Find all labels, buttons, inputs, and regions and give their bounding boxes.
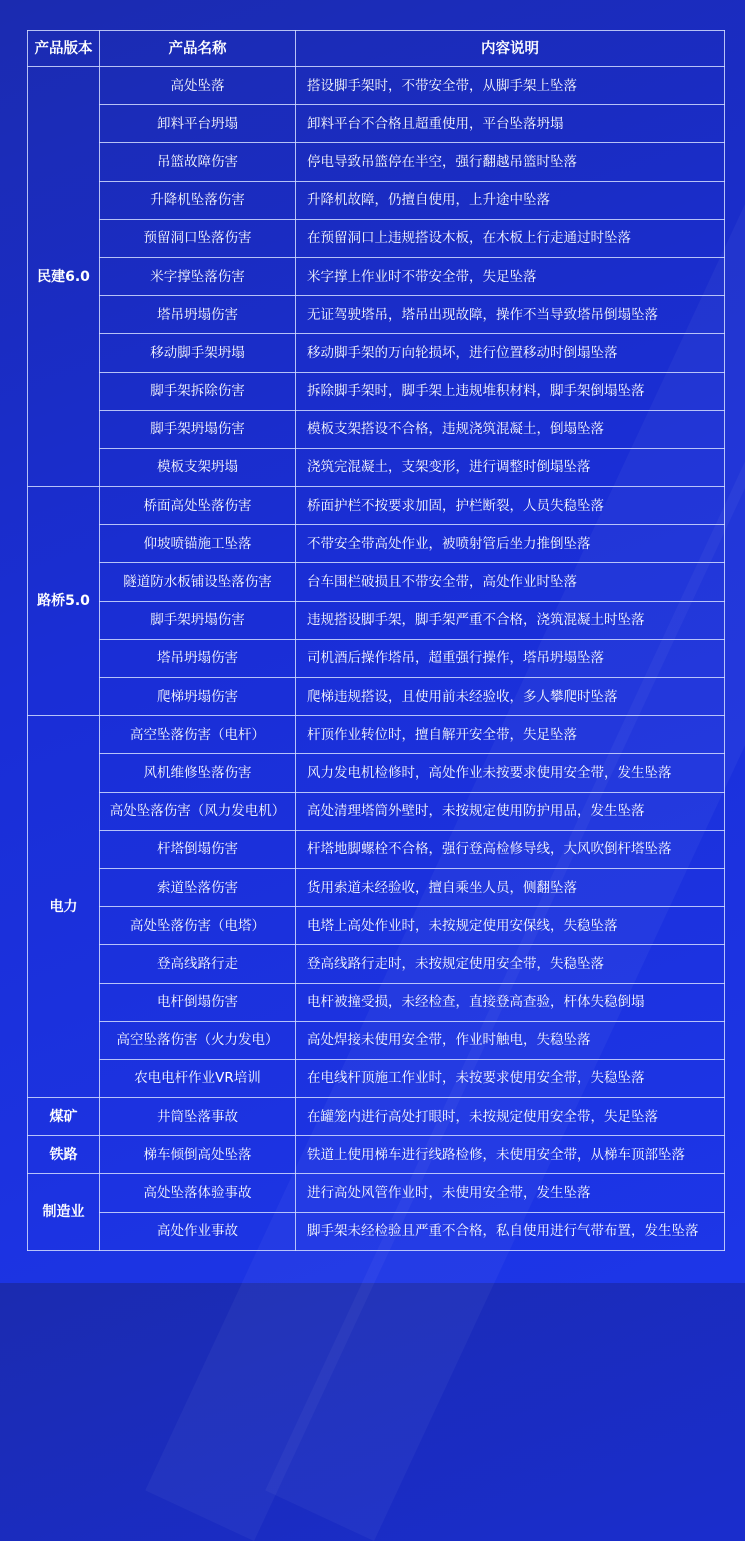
- table-row: [28, 868, 725, 906]
- product-name-cell: 风机维修坠落伤害: [100, 754, 296, 792]
- product-name-cell: 索道坠落伤害: [100, 868, 296, 906]
- product-name-cell: 爬梯坍塌伤害: [100, 678, 296, 716]
- description-cell: 搭设脚手架时，不带安全带，从脚手架上坠落: [296, 67, 725, 105]
- table-header-row: [28, 31, 725, 67]
- table-row: [28, 830, 725, 868]
- product-name-cell: 高处坠落伤害（电塔）: [100, 907, 296, 945]
- description-cell: 不带安全带高处作业，被喷射管后坐力推倒坠落: [296, 525, 725, 563]
- table-row: [28, 410, 725, 448]
- table-row: [28, 257, 725, 295]
- header-version: 产品版本: [28, 31, 100, 67]
- table-row: [28, 1098, 725, 1136]
- table-row: [28, 639, 725, 677]
- product-name-cell: 高处坠落: [100, 67, 296, 105]
- description-cell: 桥面护栏不按要求加固，护栏断裂，人员失稳坠落: [296, 487, 725, 525]
- table-row: [28, 1174, 725, 1212]
- table-row: [28, 601, 725, 639]
- product-name-cell: 升降机坠落伤害: [100, 181, 296, 219]
- table-row: [28, 1136, 725, 1174]
- description-cell: 浇筑完混凝土，支架变形，进行调整时倒塌坠落: [296, 448, 725, 486]
- product-name-cell: 高处作业事故: [100, 1212, 296, 1250]
- product-name-cell: 脚手架拆除伤害: [100, 372, 296, 410]
- table-row: [28, 334, 725, 372]
- product-name-cell: 模板支架坍塌: [100, 448, 296, 486]
- description-cell: 高处清理塔筒外壁时，未按规定使用防护用品，发生坠落: [296, 792, 725, 830]
- description-cell: 模板支架搭设不合格，违规浇筑混凝土，倒塌坠落: [296, 410, 725, 448]
- product-name-cell: 移动脚手架坍塌: [100, 334, 296, 372]
- table-row: [28, 792, 725, 830]
- table-row: [28, 105, 725, 143]
- description-cell: 货用索道未经验收，擅自乘坐人员，侧翻坠落: [296, 868, 725, 906]
- table-row: [28, 181, 725, 219]
- table-row: [28, 716, 725, 754]
- description-cell: 在电线杆顶施工作业时，未按要求使用安全带，失稳坠落: [296, 1059, 725, 1097]
- description-cell: 电塔上高处作业时，未按规定使用安保线，失稳坠落: [296, 907, 725, 945]
- description-cell: 卸料平台不合格且超重使用，平台坠落坍塌: [296, 105, 725, 143]
- table-row: [28, 487, 725, 525]
- table-row: [28, 448, 725, 486]
- description-cell: 杆塔地脚螺栓不合格，强行登高检修导线，大风吹倒杆塔坠落: [296, 830, 725, 868]
- product-name-cell: 仰坡喷锚施工坠落: [100, 525, 296, 563]
- table-row: [28, 1059, 725, 1097]
- description-cell: 进行高处风管作业时，未使用安全带，发生坠落: [296, 1174, 725, 1212]
- table-row: [28, 219, 725, 257]
- table-row: [28, 143, 725, 181]
- table-row: [28, 296, 725, 334]
- description-cell: 在预留洞口上违规搭设木板，在木板上行走通过时坠落: [296, 219, 725, 257]
- table-row: [28, 372, 725, 410]
- table-row: [28, 983, 725, 1021]
- product-name-cell: 登高线路行走: [100, 945, 296, 983]
- description-cell: 铁道上使用梯车进行线路检修，未使用安全带，从梯车顶部坠落: [296, 1136, 725, 1174]
- description-cell: 在罐笼内进行高处打眼时，未按规定使用安全带，失足坠落: [296, 1098, 725, 1136]
- product-version-cell: 路桥5.0: [28, 487, 100, 716]
- product-name-cell: 高空坠落伤害（火力发电）: [100, 1021, 296, 1059]
- description-cell: 台车围栏破损且不带安全带，高处作业时坠落: [296, 563, 725, 601]
- table-row: [28, 1021, 725, 1059]
- description-cell: 高处焊接未使用安全带，作业时触电，失稳坠落: [296, 1021, 725, 1059]
- table-body: [28, 67, 725, 1251]
- product-version-cell: 电力: [28, 716, 100, 1098]
- description-cell: 脚手架未经检验且严重不合格，私自使用进行气带布置，发生坠落: [296, 1212, 725, 1250]
- product-version-cell: 民建6.0: [28, 67, 100, 487]
- header-product-name: 产品名称: [100, 31, 296, 67]
- description-cell: 移动脚手架的万向轮损坏，进行位置移动时倒塌坠落: [296, 334, 725, 372]
- table-row: [28, 678, 725, 716]
- description-cell: 停电导致吊篮停在半空，强行翻越吊篮时坠落: [296, 143, 725, 181]
- description-cell: 违规搭设脚手架，脚手架严重不合格，浇筑混凝土时坠落: [296, 601, 725, 639]
- description-cell: 风力发电机检修时，高处作业未按要求使用安全带，发生坠落: [296, 754, 725, 792]
- table-row: [28, 907, 725, 945]
- product-name-cell: 杆塔倒塌伤害: [100, 830, 296, 868]
- product-version-cell: 铁路: [28, 1136, 100, 1174]
- product-version-cell: 制造业: [28, 1174, 100, 1250]
- description-cell: 登高线路行走时，未按规定使用安全带，失稳坠落: [296, 945, 725, 983]
- product-name-cell: 井筒坠落事故: [100, 1098, 296, 1136]
- product-name-cell: 脚手架坍塌伤害: [100, 410, 296, 448]
- description-cell: 无证驾驶塔吊，塔吊出现故障，操作不当导致塔吊倒塌坠落: [296, 296, 725, 334]
- table-row: [28, 525, 725, 563]
- product-name-cell: 米字撑坠落伤害: [100, 257, 296, 295]
- product-name-cell: 吊篮故障伤害: [100, 143, 296, 181]
- product-name-cell: 卸料平台坍塌: [100, 105, 296, 143]
- product-name-cell: 高处坠落体验事故: [100, 1174, 296, 1212]
- product-name-cell: 高处坠落伤害（风力发电机）: [100, 792, 296, 830]
- product-name-cell: 塔吊坍塌伤害: [100, 296, 296, 334]
- product-name-cell: 脚手架坍塌伤害: [100, 601, 296, 639]
- description-cell: 米字撑上作业时不带安全带，失足坠落: [296, 257, 725, 295]
- product-name-cell: 电杆倒塌伤害: [100, 983, 296, 1021]
- description-cell: 司机酒后操作塔吊，超重强行操作，塔吊坍塌坠落: [296, 639, 725, 677]
- table-row: [28, 945, 725, 983]
- description-cell: 电杆被撞受损，未经检查，直接登高查验，杆体失稳倒塌: [296, 983, 725, 1021]
- table-row: [28, 67, 725, 105]
- table-row: [28, 563, 725, 601]
- table-row: [28, 1212, 725, 1250]
- product-name-cell: 高空坠落伤害（电杆）: [100, 716, 296, 754]
- product-name-cell: 隧道防水板铺设坠落伤害: [100, 563, 296, 601]
- table-row: [28, 754, 725, 792]
- description-cell: 杆顶作业转位时，擅自解开安全带，失足坠落: [296, 716, 725, 754]
- description-cell: 升降机故障，仍擅自使用，上升途中坠落: [296, 181, 725, 219]
- header-description: 内容说明: [296, 31, 725, 67]
- product-table: [27, 30, 725, 1251]
- description-cell: 爬梯违规搭设，且使用前未经验收，多人攀爬时坠落: [296, 678, 725, 716]
- product-name-cell: 预留洞口坠落伤害: [100, 219, 296, 257]
- product-name-cell: 梯车倾倒高处坠落: [100, 1136, 296, 1174]
- product-name-cell: 桥面高处坠落伤害: [100, 487, 296, 525]
- product-name-cell: 农电电杆作业VR培训: [100, 1059, 296, 1097]
- product-version-cell: 煤矿: [28, 1098, 100, 1136]
- product-table-container: [27, 30, 724, 1251]
- product-name-cell: 塔吊坍塌伤害: [100, 639, 296, 677]
- description-cell: 拆除脚手架时，脚手架上违规堆积材料，脚手架倒塌坠落: [296, 372, 725, 410]
